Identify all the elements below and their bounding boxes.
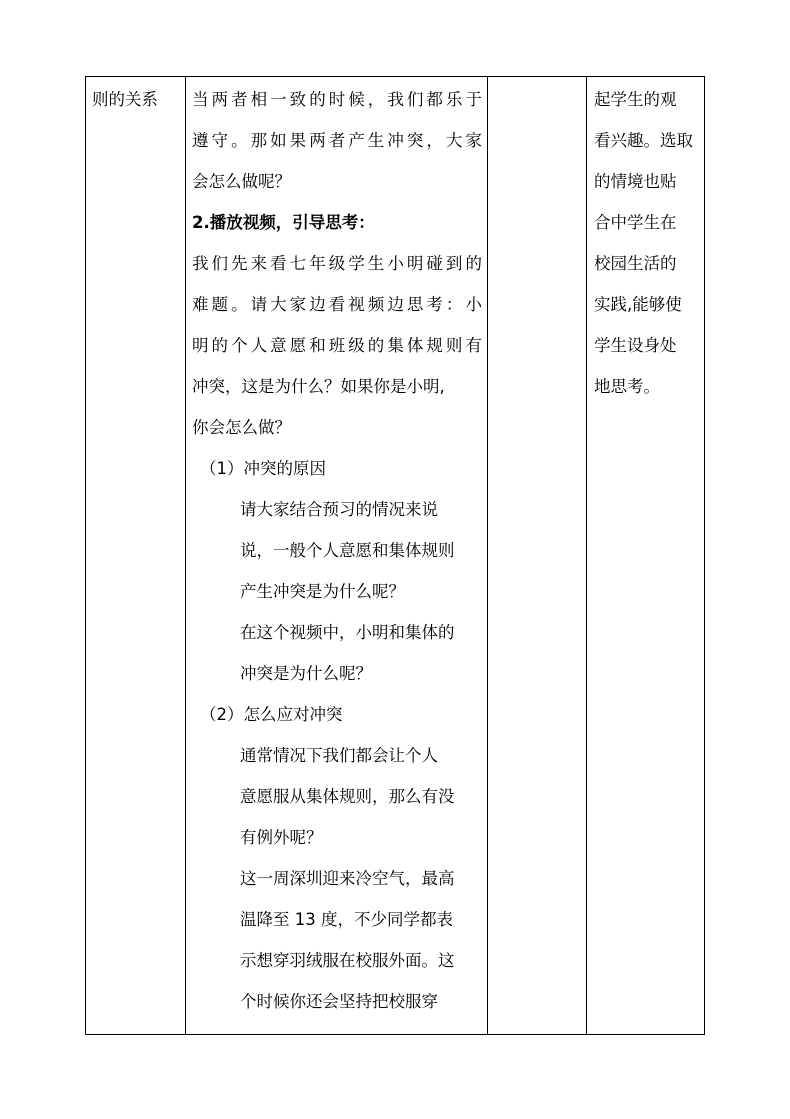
text-line: 实践,能够使 xyxy=(594,295,682,314)
text-line: 合中学生在 xyxy=(594,213,677,232)
text-line: 会怎么做呢？ xyxy=(192,172,291,191)
subheading: （1）冲突的原因 xyxy=(200,459,326,478)
text-line: 明 的 个 人 意 愿 和 班 级 的 集 体 规 则 有 xyxy=(192,336,482,355)
text-line: 起学生的观 xyxy=(594,90,677,109)
text-line: 的情境也贴 xyxy=(594,172,677,191)
section-title-line: 则的关系 xyxy=(92,90,158,109)
text-line: 冲突，这是为什么？如果你是小明, xyxy=(192,377,445,396)
text-line: 你会怎么做？ xyxy=(192,418,291,437)
text-line: 当 两 者 相 一 致 的 时 候 ， 我 们 都 乐 于 xyxy=(192,90,482,109)
text-line: 意愿服从集体规则，那么有没 xyxy=(240,787,455,806)
text-line: 这一周深圳迎来冷空气，最高 xyxy=(240,869,455,888)
text-line: 校园生活的 xyxy=(594,254,677,273)
subheading: （2）怎么应对冲突 xyxy=(200,705,343,724)
table-top-border xyxy=(85,76,705,77)
text-line: 通常情况下我们都会让个人 xyxy=(240,746,438,765)
text-line: 在这个视频中，小明和集体的 xyxy=(240,623,455,642)
text-line: 温降至 13 度，不少同学都表 xyxy=(240,910,453,929)
table-border-right xyxy=(704,76,705,1034)
text-line: 示想穿羽绒服在校服外面。这 xyxy=(240,951,455,970)
table-border-col1 xyxy=(185,76,186,1034)
text-line: 请大家结合预习的情况来说 xyxy=(240,500,438,519)
text-line: 遵 守 。 那 如 果 两 者 产 生 冲 突 ， 大 家 xyxy=(192,131,482,150)
step-heading: 2.播放视频，引导思考： xyxy=(192,213,375,232)
text-line: 说，一般个人意愿和集体规则 xyxy=(240,541,455,560)
table-bottom-border xyxy=(85,1034,705,1035)
table-border-left xyxy=(85,76,86,1034)
text-line: 看兴趣。选取 xyxy=(594,131,693,150)
text-line: 我 们 先 来 看 七 年 级 学 生 小 明 碰 到 的 xyxy=(192,254,482,273)
table-border-col3 xyxy=(586,76,587,1034)
text-line: 冲突是为什么呢？ xyxy=(240,664,372,683)
text-line: 地思考。 xyxy=(594,377,660,396)
table-border-col2 xyxy=(487,76,488,1034)
text-line: 学生设身处 xyxy=(594,336,677,355)
text-line: 难 题 。 请 大 家 边 看 视 频 边 思 考 ： 小 xyxy=(192,295,482,314)
text-line: 个时候你还会坚持把校服穿 xyxy=(240,992,438,1011)
text-line: 产生冲突是为什么呢？ xyxy=(240,582,405,601)
text-line: 有例外呢？ xyxy=(240,828,323,847)
